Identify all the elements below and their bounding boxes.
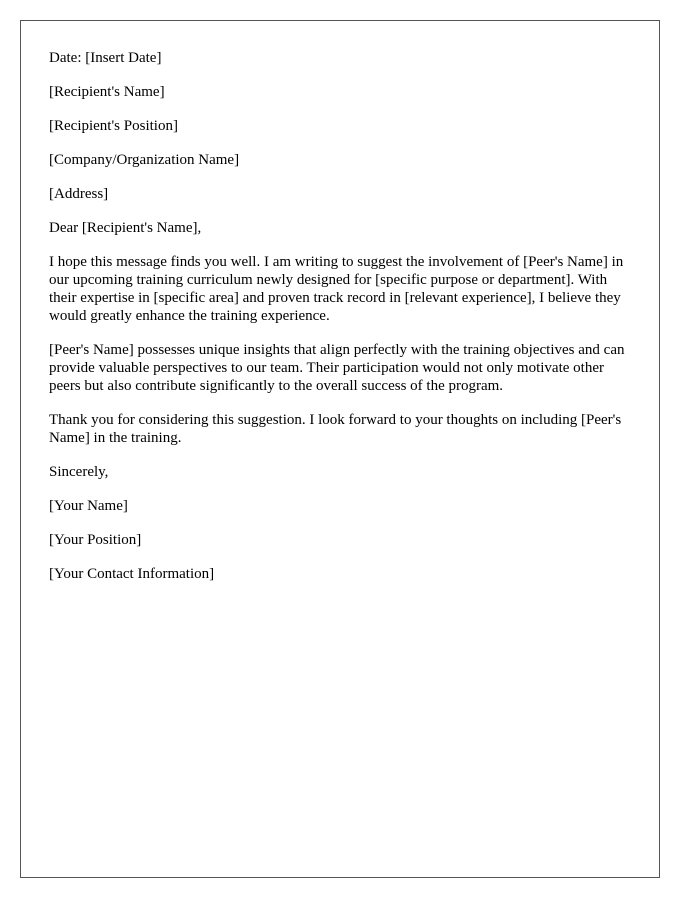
- paragraph-introduction: I hope this message finds you well. I am writing to suggest the involvement of [Peer's Name] in our upcoming training curriculum newly designed for [specific purpose or department]. With their expertise in [specific area] and proven track record in [relevant experience], I believe they would greatly enhance the training experience.: [49, 254, 624, 324]
- sender-position: [Your Position]: [49, 532, 142, 548]
- paragraph-thanks: Thank you for considering this suggestion. I look forward to your thoughts on including [Peer's Name] in the training.: [49, 412, 622, 446]
- sender-name: [Your Name]: [49, 498, 128, 514]
- recipient-company: [Company/Organization Name]: [49, 152, 240, 168]
- recipient-position: [Recipient's Position]: [49, 118, 178, 134]
- letter-date: Date: [Insert Date]: [49, 50, 162, 66]
- letter-page: [20, 20, 660, 878]
- recipient-address: [Address]: [49, 186, 109, 202]
- sender-contact: [Your Contact Information]: [49, 566, 215, 582]
- closing: Sincerely,: [49, 464, 109, 480]
- paragraph-insights: [Peer's Name] possesses unique insights that align perfectly with the training objectives and can provide valuable perspectives to our team. Their participation would not only motivate other peers but also contribute significantly to the overall success of the program.: [49, 342, 625, 394]
- recipient-name: [Recipient's Name]: [49, 84, 165, 100]
- salutation: Dear [Recipient's Name],: [49, 220, 202, 236]
- letter-body: [49, 49, 637, 599]
